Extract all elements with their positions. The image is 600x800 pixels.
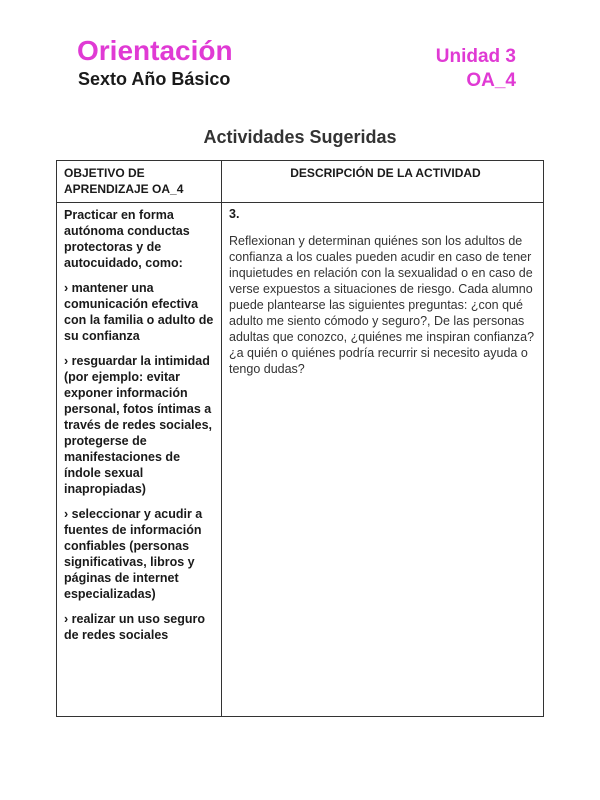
oa-label: OA_4	[466, 70, 516, 91]
objective-cell	[57, 203, 222, 717]
subject-title: Orientación	[77, 35, 233, 66]
objective-item: › realizar un uso seguro de redes sociales	[64, 612, 206, 642]
objective-intro: Practicar en forma autónoma conductas protectoras y de autocuidado, como:	[64, 208, 190, 270]
description-header-cell	[222, 161, 544, 203]
table-row	[57, 203, 544, 717]
objective-header-cell	[57, 161, 222, 203]
unit-label: Unidad 3	[435, 46, 516, 67]
activities-table	[56, 160, 544, 717]
objective-item: › resguardar la intimidad (por ejemplo: evitar exponer información personal, fotos íntimas a través de redes sociales, protegerse de manifestaciones de índole sexual inapropiadas)	[64, 354, 213, 496]
objective-column-header: OBJETIVO DE APRENDIZAJE OA_4	[64, 166, 184, 196]
objective-item: › seleccionar y acudir a fuentes de información confiables (personas significativas, libros y páginas de internet especializadas)	[64, 507, 203, 601]
objective-item: › mantener una comunicación efectiva con la familia o adulto de su confianza	[64, 281, 214, 343]
description-cell	[222, 203, 544, 717]
activity-description: Reflexionan y determinan quiénes son los adultos de confianza a los cuales pueden acudir en caso de tener inquietudes en relación con la sexualidad o en caso de verse expuestos a situaciones de riesgo. Cada alumno puede plantearse las siguientes preguntas: ¿con qué adulto me siento cómodo y seguro?, De las personas adultas que conozco, ¿quiénes me inspiran confianza? ¿a quién o quiénes podría recurrir si necesito ayuda o tengo dudas?	[229, 234, 535, 376]
section-title: Actividades Sugeridas	[203, 127, 397, 147]
table-header-row	[57, 161, 544, 203]
activity-number: 3.	[229, 207, 240, 221]
description-column-header: DESCRIPCIÓN DE LA ACTIVIDAD	[290, 166, 481, 180]
grade-subtitle: Sexto Año Básico	[78, 69, 231, 89]
